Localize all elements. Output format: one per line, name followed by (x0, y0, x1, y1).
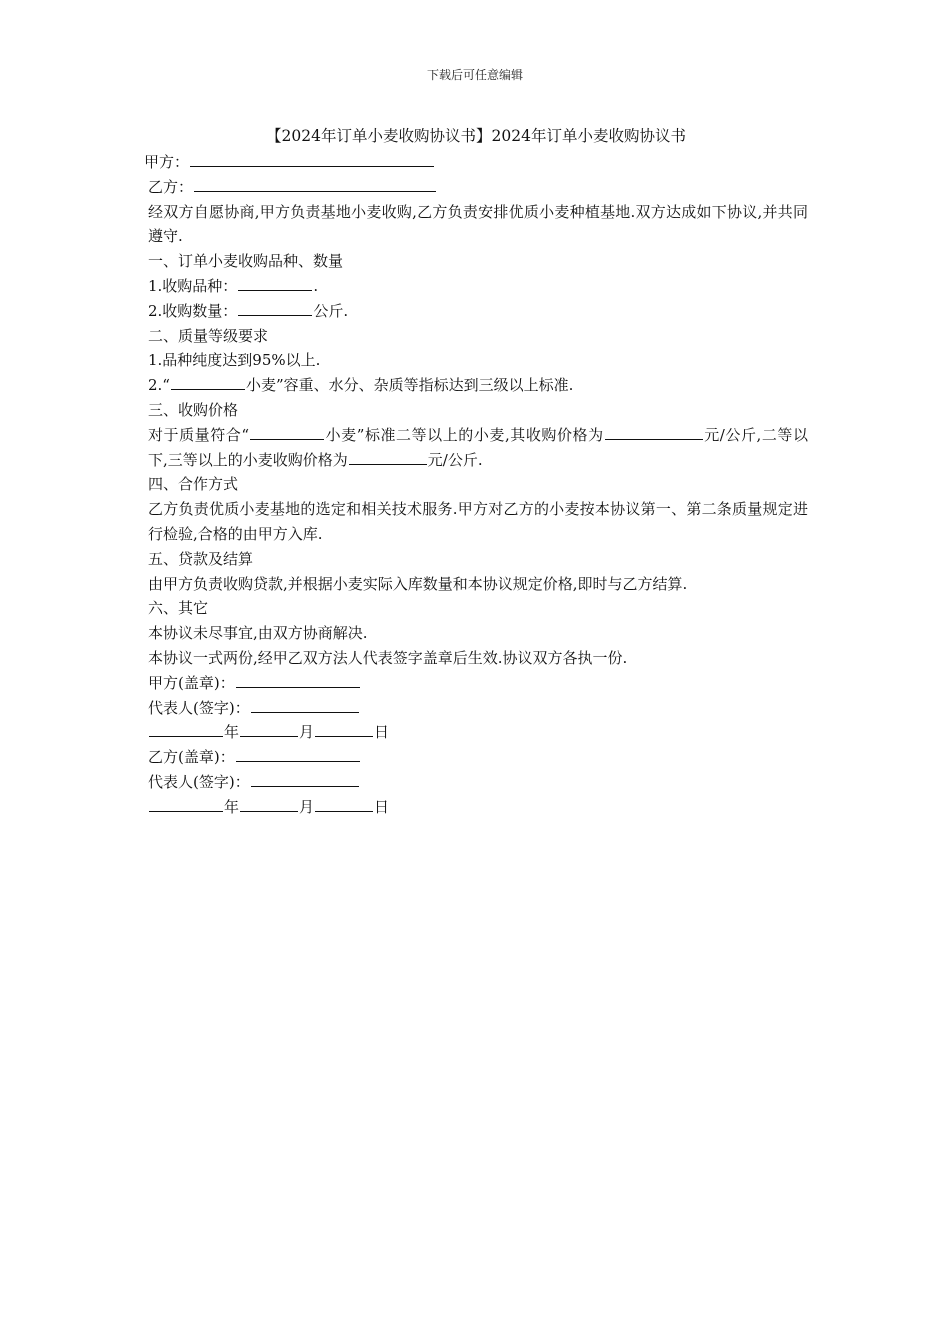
grade-text: 小麦”容重、水分、杂质等指标达到三级以上标准. (245, 376, 574, 395)
document-title: 【2024年订单小麦收购协议书】2024年订单小麦收购协议书 (266, 127, 686, 145)
price-grade-blank[interactable] (250, 425, 324, 440)
page-header: 下载后可任意编辑 (426, 68, 523, 82)
party-b-seal-label: 乙方(盖章)： (148, 748, 235, 767)
section-6-body-2: 本协议一式两份,经甲乙双方法人代表签字盖章后生效.协议双方各执一份. (148, 648, 628, 667)
party-a-rep-line (144, 696, 808, 721)
year-label: 年 (224, 723, 240, 742)
variety-label: 1.收购品种： (148, 276, 238, 295)
price-text-c: 元/公斤,二等以下,三等以上的小麦收购价格为 (148, 425, 808, 469)
price-text-b: 小麦”标准二等以上的小麦,其收购价格为 (325, 425, 604, 444)
quantity-blank[interactable] (238, 301, 312, 316)
price-blank-1[interactable] (605, 425, 703, 440)
party-b-rep-blank[interactable] (251, 772, 359, 787)
party-b-month-blank[interactable] (240, 797, 298, 812)
party-b-rep-label: 代表人(签字)： (148, 772, 250, 791)
variety-suffix: . (313, 276, 319, 295)
party-b-rep-line (144, 770, 808, 795)
day-label: 日 (374, 797, 390, 816)
section-1-item-1 (144, 274, 808, 299)
section-5-heading: 五、贷款及结算 (148, 549, 254, 568)
party-a-date-line (144, 720, 808, 745)
section-4-heading: 四、合作方式 (148, 475, 239, 494)
price-text-d: 元/公斤. (427, 450, 483, 469)
section-5-body: 由甲方负责收购贷款,并根据小麦实际入库数量和本协议规定价格,即时与乙方结算. (148, 574, 688, 593)
section-1-item-2 (144, 299, 808, 324)
contract-document (144, 124, 808, 820)
section-3-paragraph (144, 423, 808, 473)
party-a-blank[interactable] (190, 152, 434, 167)
party-b-day-blank[interactable] (315, 797, 373, 812)
party-b-year-blank[interactable] (149, 797, 223, 812)
party-a-seal-blank[interactable] (236, 673, 360, 688)
section-1-heading: 一、订单小麦收购品种、数量 (148, 252, 344, 271)
intro-paragraph: 经双方自愿协商,甲方负责基地小麦收购,乙方负责安排优质小麦种植基地.双方达成如下协议,并共同遵守. (148, 202, 808, 246)
party-b-line (144, 175, 808, 200)
quantity-unit: 公斤. (313, 301, 349, 320)
price-text-a: 对于质量符合“ (148, 425, 250, 444)
section-2-item-1: 1.品种纯度达到95%以上. (148, 351, 321, 370)
grade-prefix: 2.“ (148, 376, 170, 395)
party-a-year-blank[interactable] (149, 722, 223, 737)
party-a-day-blank[interactable] (315, 722, 373, 737)
day-label: 日 (374, 723, 390, 742)
party-a-rep-blank[interactable] (251, 698, 359, 713)
party-a-line (144, 150, 808, 175)
month-label: 月 (299, 797, 315, 816)
party-a-label: 甲方： (144, 153, 190, 171)
variety-blank[interactable] (238, 276, 312, 291)
party-a-seal-line (144, 671, 808, 696)
party-a-month-blank[interactable] (240, 722, 298, 737)
party-b-seal-line (144, 745, 808, 770)
party-a-seal-label: 甲方(盖章)： (148, 673, 235, 692)
section-2-heading: 二、质量等级要求 (148, 326, 269, 345)
year-label: 年 (224, 797, 240, 816)
party-b-date-line (144, 795, 808, 820)
section-6-heading: 六、其它 (148, 599, 209, 618)
price-blank-2[interactable] (349, 450, 427, 465)
month-label: 月 (299, 723, 315, 742)
grade-blank[interactable] (171, 375, 245, 390)
party-a-rep-label: 代表人(签字)： (148, 698, 250, 717)
party-b-seal-blank[interactable] (236, 747, 360, 762)
section-6-body-1: 本协议未尽事宜,由双方协商解决. (148, 624, 368, 643)
quantity-label: 2.收购数量： (148, 301, 238, 320)
party-b-blank[interactable] (194, 177, 436, 192)
party-b-label: 乙方： (148, 177, 194, 196)
section-2-item-2 (144, 373, 808, 398)
section-4-body: 乙方负责优质小麦基地的选定和相关技术服务.甲方对乙方的小麦按本协议第一、第二条质量规定进行检验,合格的由甲方入库. (148, 500, 808, 543)
section-3-heading: 三、收购价格 (148, 400, 239, 419)
